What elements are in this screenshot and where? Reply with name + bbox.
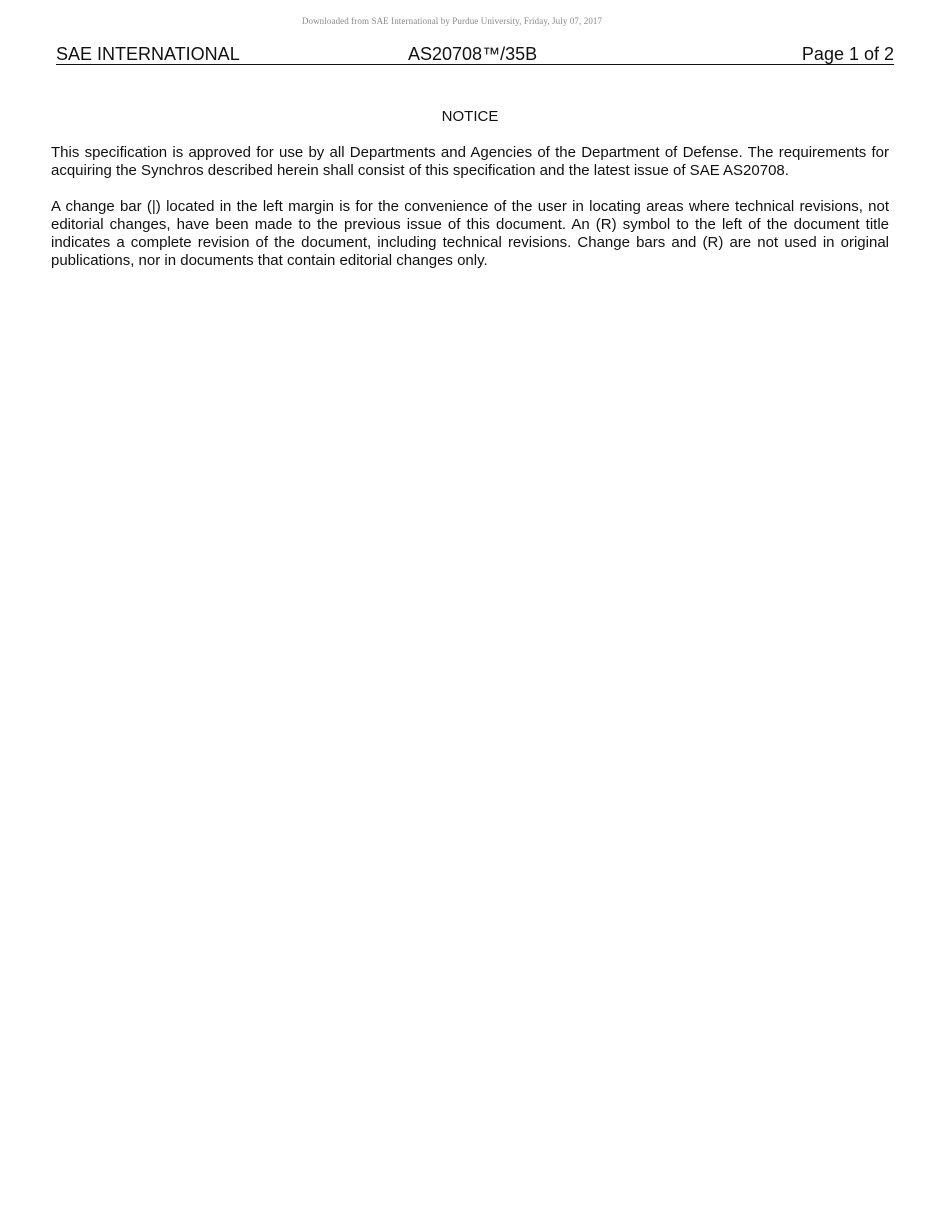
header-document-number: AS20708™/35B [408,44,538,64]
notice-paragraph-change-bar: A change bar (|) located in the left margin is for the convenience of the user in locating areas where technical revisions, not editorial changes, have been made to the previous issue of this document. An (R) symbol to the left of the document title indicates a complete revision of the document, including technical revisions. Change bars and (R) are not used in original publications, nor in documents that contain editorial changes only. [51,198,889,269]
download-watermark: Downloaded from SAE International by Purdue University, Friday, July 07, 2017 [301,16,603,26]
notice-title: NOTICE [441,108,499,125]
notice-paragraph-approval: This specification is approved for use by all Departments and Agencies of the Department of Defense. The requirements for acquiring the Synchros described herein shall consist of this specification and the latest issue of SAE AS20708. [51,144,889,179]
header-organization: SAE INTERNATIONAL [56,44,240,64]
header-page-number: Page 1 of 2 [801,44,894,64]
page-header [56,44,894,65]
